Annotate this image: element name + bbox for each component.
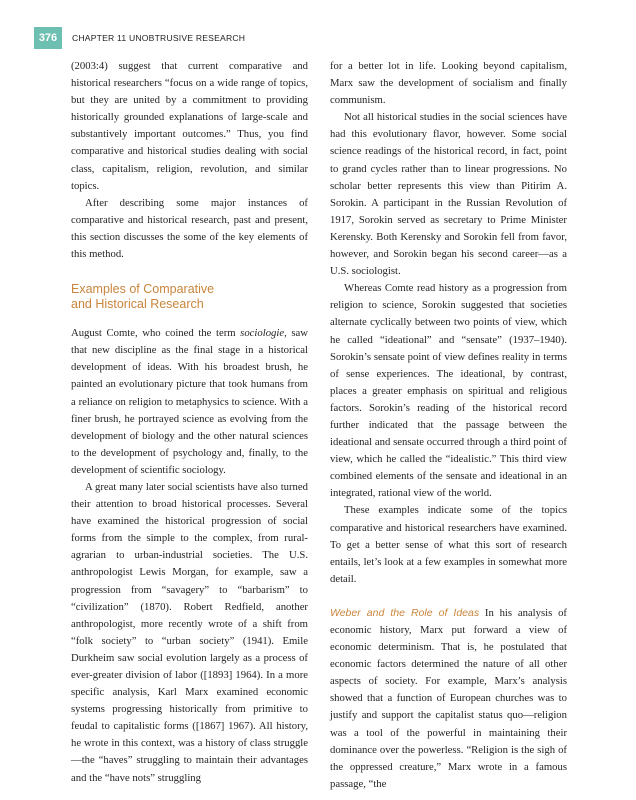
paragraph: for a better lot in life. Looking beyond capitalism, Marx saw the development of socialism and finally communism. [330,60,567,107]
section-heading [71,282,308,312]
right-column [330,58,567,793]
paragraph: A great many later social scientists have also turned their attention to broad historical processes. Several have examined the historical progression of social forms from the simple to the complex, from rural-agrarian to urban-industrial societies. The U.S. anthropologist Lewis Morgan, for example, saw a progression from “savagery” to “barbarism” to “civilization” (1870). Robert Redfield, another anthropologist, more recently wrote of a shift from “folk society” to “urban society” (1941). Emile Durkheim saw social evolution largely as a process of ever-greater division of labor ([1893] 1964). In a more specific analysis, Karl Marx examined economic systems progressing historically from primitive to feudal to capitalistic forms ([1867] 1967). All history, he wrote in this context, was a history of class struggle—the “haves” struggling to maintain their advantages and the “have nots” struggling [71,480,308,784]
italic-term: sociologie, [240,327,287,340]
paragraph-gap [330,588,567,605]
paragraph: Whereas Comte read history as a progression from religion to science, Sorokin suggested that societies alternate cyclically between two points of view, which he called “ideational” and “sensate” (1937–1940). Sorokin’s sensate point of view defines reality in terms of sense experiences. The ideational, by contrast, places a greater emphasis on spiritual and religious factors. Sorokin’s reading of the historical record further indicated that the passage between the ideational and sensate occurred through a third point of view, which he called the “idealistic.” This third view combined elements of the sensate and ideational in an integrated, rational view of the world. [330,282,567,500]
paragraph-text: In his analysis of economic history, Marx put forward a view of economic determinism. That is, he postulated that economic factors determined the nature of all other aspects of society. For example, Marx’s analysis showed that a function of European churches was to justify and support the capitalist status quo—religion was a tool of the powerful in maintaining their dominance over the powerless. “Religion is the sigh of the oppressed creature,” Marx wrote in a famous passage, “the [330,606,567,790]
section-heading-line: and Historical Research [71,297,204,312]
paragraph: After describing some major instances of comparative and historical research, past and present, this section discusses the some of the key elements of this method. [71,196,308,261]
paragraph [71,325,308,479]
left-column [71,58,308,787]
page-number: 376 [34,27,62,49]
chapter-title: CHAPTER 11 UNOBTRUSIVE RESEARCH [72,33,246,43]
paragraph: (2003:4) suggest that current comparative and historical researchers “focus on a wide range of topics, but they are united by a commitment to providing historically grounded explanations of large-scale and substantively important outcomes.” Thus, you find comparative and historical studies dealing with social class, capitalism, religion, revolution, and similar topics. [71,60,308,192]
section-heading-line: Examples of Comparative [71,282,215,297]
paragraph-text: August Comte, who coined the term [71,327,241,340]
run-in-heading: Weber and the Role of Ideas [330,606,480,619]
paragraph: These examples indicate some of the topics comparative and historical researchers have examined. To get a better sense of what this sort of research entails, let’s look at a few examples in somewhat more detail. [330,504,567,585]
paragraph-text: saw that new discipline as the final stage in a historical development of ideas. With his broadest brush, he painted an evolutionary picture that took humans from a reliance on religion to metaphysics to science. With a finer brush, he portrayed science as evolving from the development of biology and the other natural sciences to the development of psychology and, finally, to the development of scientific sociology. [71,327,308,476]
running-header [0,27,636,49]
paragraph: Not all historical studies in the social sciences have had this evolutionary flavor, however. Some social science readings of the historical record, in fact, point to grand cycles rather than to linear progressions. No scholar better represents this view than Pitirim A. Sorokin. A participant in the Russian Revolution of 1917, Sorokin served as secretary to Prime Minister Kerensky. Both Kerensky and Sorokin fell from favor, however, and Sorokin began his second career—as a U.S. sociologist. [330,111,567,278]
paragraph [330,605,567,793]
